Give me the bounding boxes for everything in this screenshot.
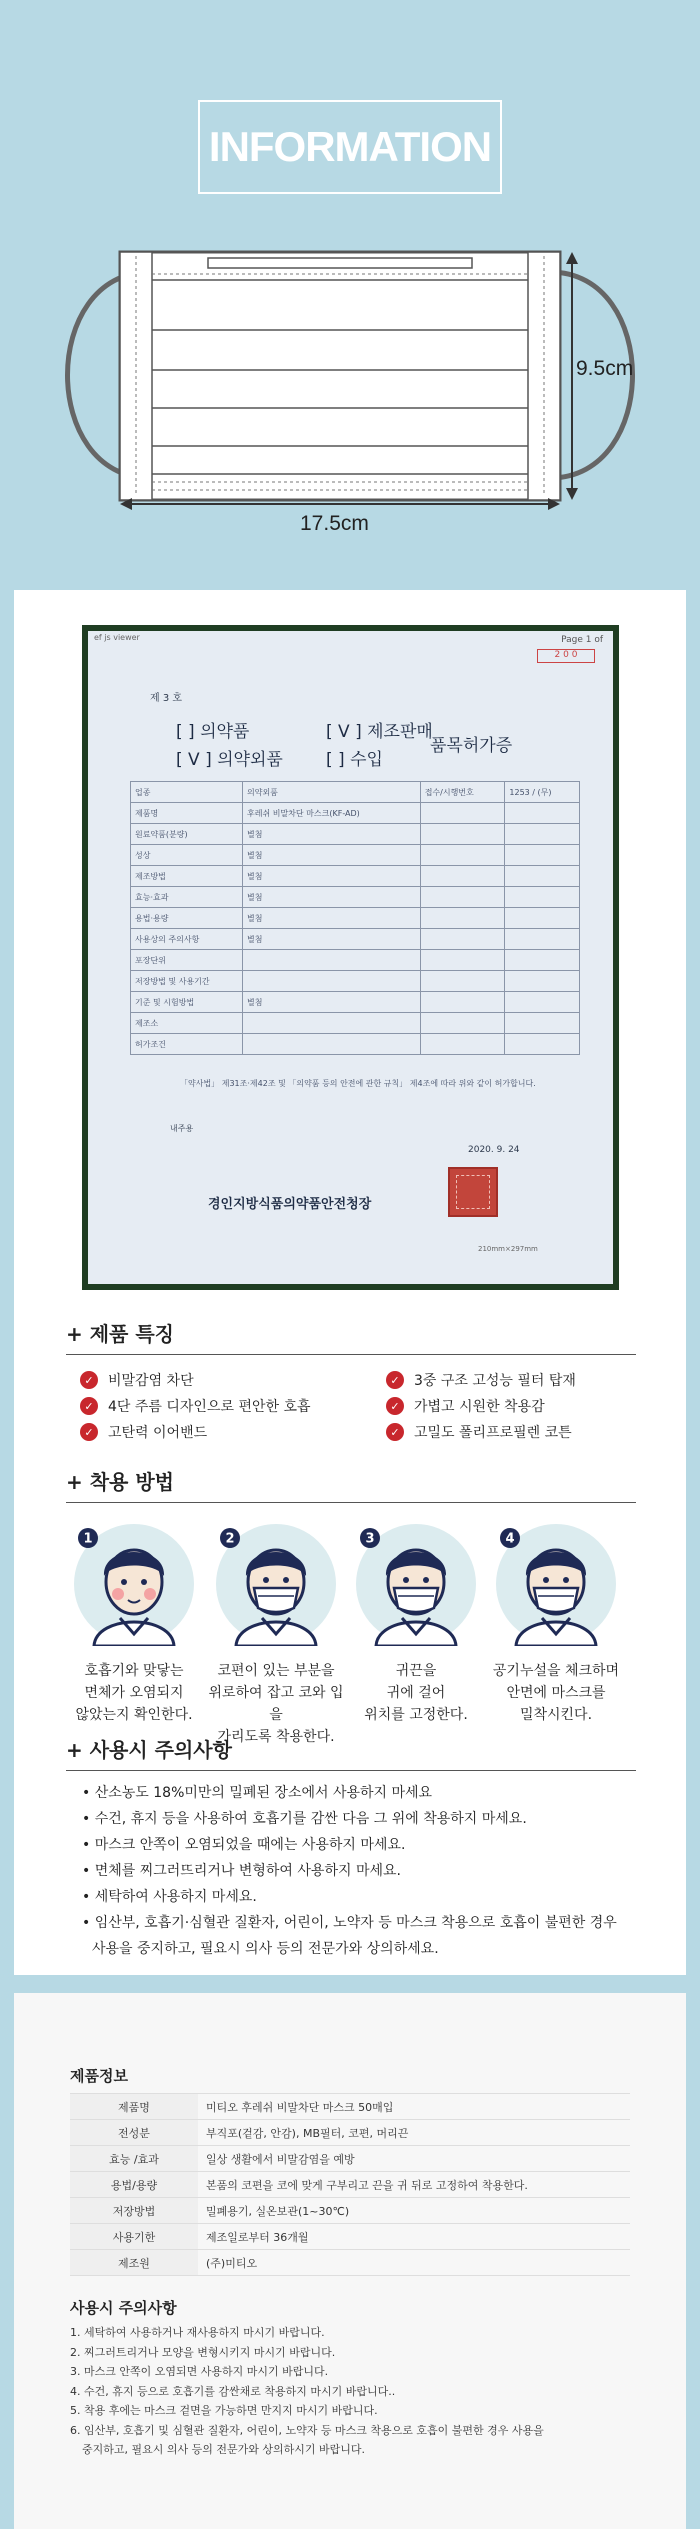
certificate-row [131,908,580,929]
wearing-illustration-icon [494,1522,618,1646]
certificate-row [131,824,580,845]
certificate-cell [505,971,580,992]
certificate-row [131,1013,580,1034]
certificate-cell [420,803,505,824]
certificate-cell: 허가조건 [131,1034,243,1055]
certificate-cell [243,971,421,992]
certificate-row [131,950,580,971]
certificate-cell [420,950,505,971]
certificate-cell [505,866,580,887]
certificate-cell: 후레쉬 비말차단 마스크(KF-AD) [243,803,421,824]
howto-step-3 [346,1522,486,1726]
certificate-cell [505,845,580,866]
step-caption-line: 귀에 걸어 [386,1685,446,1701]
certificate-cell [505,950,580,971]
usage-notes-list [70,2323,630,2460]
product-info-row [70,2094,630,2120]
certificate-cell [420,929,505,950]
certificate-cell [505,803,580,824]
certificate-cell: 제품명 [131,803,243,824]
howto-step-4 [486,1522,626,1726]
product-info-value: 부직포(겉감, 안감), MB필터, 코편, 머리끈 [198,2120,630,2146]
product-info-title: 제품정보 [70,2067,128,2085]
certificate-cell: 별첨 [243,866,421,887]
certificate-row [131,866,580,887]
product-info-row [70,2172,630,2198]
product-info-key: 제품명 [70,2094,198,2120]
information-title-box [198,100,502,194]
product-info-key: 전성분 [70,2120,198,2146]
certificate-cell: 별첨 [243,845,421,866]
step-caption-line: 밀착시킨다. [519,1707,593,1723]
certificate-cell [243,1034,421,1055]
certificate-cell: 의약외품 [243,782,421,803]
caution-item: • 세탁하여 사용하지 마세요. [82,1889,257,1905]
wearing-illustration-icon [72,1522,196,1646]
certificate-cell [505,824,580,845]
product-info-key: 용법/용량 [70,2172,198,2198]
page-label: Page 1 of [561,635,603,645]
certificate-cell: 효능·효과 [131,887,243,908]
certificate-date: 2020. 9. 24 [468,1145,520,1155]
usage-note-item: 중지하고, 필요시 의사 등의 전문가와 상의하시기 바랍니다. [82,2443,365,2456]
usage-notes-title: 사용시 주의사항 [70,2299,177,2317]
certificate-notice: 「약사법」 제31조·제42조 및 「의약품 등의 안전에 관한 규칙」 제4조에 따라 위와 같이 허가합니다. [180,1079,536,1088]
information-title: INFORMATION [208,123,492,170]
check-icon: ✓ [386,1371,404,1389]
cautions-divider [66,1770,636,1771]
caution-item: • 산소농도 18%미만의 밀폐된 장소에서 사용하지 마세요 [82,1785,433,1801]
certificate-cell: 별첨 [243,908,421,929]
certificate-cell [420,824,505,845]
red-stamp-box: 2 0 0 [537,649,595,663]
certificate-row [131,782,580,803]
certificate-cell [505,992,580,1013]
width-arrow-line [0,494,700,514]
step-caption-line: 코편이 있는 부분을 [217,1663,335,1679]
content-panel [14,590,686,1975]
step-caption-line: 않았는지 확인한다. [75,1707,193,1723]
certificate-cell [420,908,505,929]
cautions-title: + 사용시 주의사항 [66,1738,232,1762]
caution-item: 사용을 중지하고, 필요시 의사 등의 전문가와 상의하세요. [92,1941,439,1957]
step-caption-line: 면체가 오염되지 [84,1685,184,1701]
step-number: 4 [505,1531,515,1547]
certificate-cell: 용법·용량 [131,908,243,929]
option-medicine: [ ] 의약품 [176,722,250,742]
check-icon: ✓ [386,1397,404,1415]
product-info-row [70,2224,630,2250]
certificate-cell: 포장단위 [131,950,243,971]
viewer-label: ef js viewer [94,633,140,642]
certificate-cell [505,1034,580,1055]
feature-item: ✓ 3중 구조 고성능 필터 탑재 [386,1370,576,1390]
step-caption-line: 호흡기와 맞닿는 [84,1663,184,1679]
howto-title: + 착용 방법 [66,1470,174,1494]
certificate-table [130,781,580,1055]
product-info-row [70,2120,630,2146]
width-label: 17.5cm [300,512,369,535]
caution-item: • 임산부, 호흡기·심혈관 질환자, 어린이, 노약자 등 마스크 착용으로 호흡이 불편한 경우 [82,1915,617,1931]
wearing-illustration-icon [354,1522,478,1646]
product-info-key: 제조원 [70,2250,198,2276]
product-info-key: 효능 /효과 [70,2146,198,2172]
step-caption-line: 안면에 마스크를 [506,1685,606,1701]
certificate-cell [243,1013,421,1034]
caution-item: • 마스크 안쪽이 오염되었을 때에는 사용하지 마세요. [82,1837,406,1853]
certificate-cell [505,929,580,950]
certificate-cell [420,866,505,887]
certificate-cell: 별첨 [243,887,421,908]
certificate-row [131,929,580,950]
caution-item: • 면체를 찌그러뜨리거나 변형하여 사용하지 마세요. [82,1863,401,1879]
option-quasi-drug: [ V ] 의약외품 [176,750,283,770]
product-info-value: 일상 생활에서 비말감염을 예방 [198,2146,630,2172]
certificate-row [131,971,580,992]
caution-item: • 수건, 휴지 등을 사용하여 호흡기를 감싼 다음 그 위에 착용하지 마세요. [82,1811,527,1827]
howto-step-1 [64,1522,204,1726]
feature-item: ✓ 고밀도 폴리프로필렌 코튼 [386,1422,572,1442]
certificate-footer: 210mm×297mm [478,1245,538,1253]
certificate-cell: 별첨 [243,992,421,1013]
step-caption-line: 위치를 고정한다. [364,1707,468,1723]
feature-item: ✓ 비말감염 차단 [80,1370,194,1390]
certificate-cell: 별첨 [243,929,421,950]
certificate-cell [420,1013,505,1034]
form-number: 제 3 호 [150,693,183,704]
usage-note-item: 4. 수건, 휴지 등으로 호흡기를 감싼채로 착용하지 마시기 바랍니다.. [70,2384,396,2398]
step-caption-line: 가리도록 착용한다. [217,1729,335,1745]
product-info-value: 밀폐용기, 실온보관(1~30℃) [198,2198,630,2224]
product-info-row [70,2198,630,2224]
check-icon: ✓ [386,1423,404,1441]
feature-item: ✓ 고탄력 이어밴드 [80,1422,207,1442]
product-info-value: 본품의 코편을 코에 맞게 구부리고 끈을 귀 뒤로 고정하여 착용한다. [198,2172,630,2198]
step-number: 1 [83,1531,93,1547]
certificate-issuer: 경인지방식품의약품안전청장 [208,1197,372,1212]
product-info-section [14,1993,686,2529]
certificate-cell: 1253 / (무) [505,782,580,803]
product-info-key: 사용기한 [70,2224,198,2250]
certificate-cell [243,950,421,971]
feature-item: ✓ 4단 주름 디자인으로 편안한 호흡 [80,1396,311,1416]
step-caption-line: 귀끈을 [395,1663,437,1679]
certificate-row [131,845,580,866]
certificate-cell: 원료약품(분량) [131,824,243,845]
wearing-illustration-icon [214,1522,338,1646]
step-number: 3 [365,1531,375,1547]
step-caption [64,1660,204,1726]
check-icon: ✓ [80,1371,98,1389]
certificate-cell: 사용상의 주의사항 [131,929,243,950]
certificate-cell [420,971,505,992]
certificate-title: 품목허가증 [430,736,513,756]
certificate-frame [82,625,619,1290]
product-info-row [70,2250,630,2276]
product-info-value: 미티오 후레쉬 비말차단 마스크 50매입 [198,2094,630,2120]
certificate-row [131,1034,580,1055]
certificate-cell: 저장방법 및 사용기간 [131,971,243,992]
product-info-key: 저장방법 [70,2198,198,2224]
certificate-internal-label: 내주용 [170,1124,194,1133]
step-number: 2 [225,1531,235,1547]
certificate-cell [505,908,580,929]
step-caption-line: 공기누설을 체크하며 [492,1663,620,1679]
usage-note-item: 5. 착용 후에는 마스크 겉면을 가능하면 만지지 마시기 바랍니다. [70,2404,378,2417]
howto-step-2 [206,1522,346,1748]
feature-item: ✓ 가볍고 시원한 착용감 [386,1396,545,1416]
certificate-cell [420,887,505,908]
check-icon: ✓ [80,1397,98,1415]
certificate-cell: 제조방법 [131,866,243,887]
option-import: [ ] 수입 [326,750,383,770]
option-manufacture-sale: [ V ] 제조판매 [326,722,433,742]
product-info-value: 제조일로부터 36개월 [198,2224,630,2250]
official-seal [448,1167,498,1217]
step-caption [346,1660,486,1726]
certificate-cell [420,845,505,866]
howto-divider [66,1502,636,1503]
certificate-cell: 성상 [131,845,243,866]
certificate-cell [420,992,505,1013]
usage-note-item: 3. 마스크 안쪽이 오염되면 사용하지 마시기 바랍니다. [70,2365,329,2378]
certificate-cell [505,887,580,908]
certificate-cell [505,1013,580,1034]
certificate-cell: 업종 [131,782,243,803]
product-info-row [70,2146,630,2172]
certificate-cell: 별첨 [243,824,421,845]
certificate-cell: 기준 및 시험방법 [131,992,243,1013]
check-icon: ✓ [80,1423,98,1441]
usage-note-item: 1. 세탁하여 사용하거나 재사용하지 마시기 바랍니다. [70,2326,325,2339]
usage-note-item: 2. 찌그러트리거나 모양을 변형시키지 마시기 바랍니다. [70,2345,336,2359]
certificate-cell: 제조소 [131,1013,243,1034]
step-caption-line: 위로하여 잡고 코와 입을 [208,1685,344,1723]
certificate-row [131,803,580,824]
certificate-row [131,992,580,1013]
cautions-list [82,1780,662,1962]
certificate-cell [420,1034,505,1055]
features-title: + 제품 특징 [66,1322,174,1346]
step-caption [486,1660,626,1726]
product-info-value: (주)미티오 [198,2250,630,2276]
height-label: 9.5cm [576,357,634,380]
certificate-cell: 접수/시행번호 [420,782,505,803]
certificate-row [131,887,580,908]
product-info-table [70,2093,630,2276]
certificate-document [88,631,613,1284]
usage-note-item: 6. 임산부, 호흡기 및 심혈관 질환자, 어린이, 노약자 등 마스크 착용으로 호흡이 불편한 경우 사용을 [70,2423,544,2437]
features-divider [66,1354,636,1355]
